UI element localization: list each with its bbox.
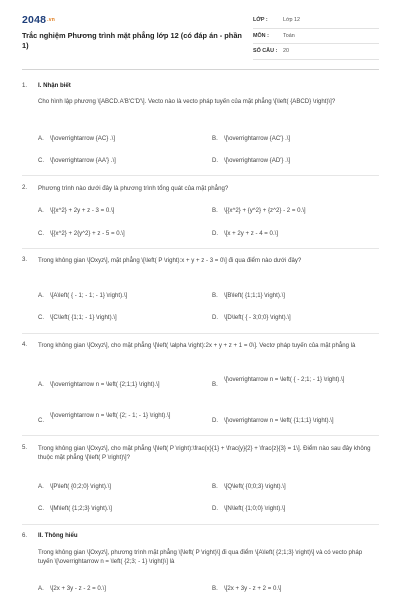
- option-label: C.: [38, 505, 45, 512]
- option-text: \[D\left( { - 3;0;0} \right).\]: [224, 314, 291, 321]
- option-text: \[\overrightarrow n = \left( {2; - 1; - 1} \right).\]: [50, 412, 171, 419]
- question-divider: [22, 435, 379, 436]
- question-number: 5.: [22, 444, 28, 451]
- meta-row-class: [253, 13, 379, 29]
- question-number: 4.: [22, 341, 28, 348]
- option-text: \[C\left( {1;1; - 1} \right).\]: [50, 314, 117, 321]
- option-text: \[N\left( {1;0;0} \right).\]: [224, 505, 286, 512]
- option-text: \[\overrightarrow n = \left( { - 2;1; - 1} \right).\]: [224, 376, 345, 383]
- page-title: Trắc nghiệm Phương trình mặt phẳng lớp 12 (có đáp án - phần 1): [22, 31, 242, 50]
- question-divider: [22, 175, 379, 176]
- option-text: \[{x^2} + {y^2} + {z^2} - 2 = 0.\]: [224, 207, 306, 214]
- option-label: D.: [212, 417, 219, 424]
- question-divider: [22, 248, 379, 249]
- meta-key: MÔN :: [253, 32, 269, 39]
- section-heading: I. Nhận biết: [38, 82, 71, 89]
- option-label: B.: [212, 207, 218, 214]
- option-label: D.: [212, 157, 219, 164]
- option-text: \[A\left( { - 1; - 1; - 1} \right).\]: [50, 292, 128, 299]
- option-label: D.: [212, 314, 219, 321]
- meta-value: Lớp 12: [283, 17, 301, 23]
- option-text: \[{x^2} + 2y + z - 3 = 0.\]: [50, 207, 115, 214]
- option-text: \[\overrightarrow {AC} .\]: [50, 135, 116, 142]
- option-label: A.: [38, 207, 44, 214]
- option-label: C.: [38, 230, 45, 237]
- meta-value: 20: [283, 48, 289, 54]
- option-text: \[x + 2y + z - 4 = 0.\]: [224, 230, 279, 237]
- option-label: A.: [38, 381, 44, 388]
- option-text: \[Q\left( {0;0;3} \right).\]: [224, 483, 286, 490]
- section-heading: II. Thông hiểu: [38, 532, 78, 539]
- option-text: \[\overrightarrow n = \left( {2;1;1} \right).\]: [50, 381, 160, 388]
- question-number: 1.: [22, 82, 28, 89]
- meta-row-subject: [253, 29, 379, 45]
- option-text: \[\overrightarrow {AD'} .\]: [224, 157, 291, 164]
- option-label: C.: [38, 417, 45, 424]
- question-text: Phương trình nào dưới đây là phương trình tổng quát của mặt phẳng?: [38, 185, 229, 192]
- question-number: 2.: [22, 184, 28, 191]
- meta-row-count: [253, 44, 379, 60]
- option-text: \[\overrightarrow {AC'} .\]: [224, 135, 291, 142]
- option-label: B.: [212, 585, 218, 592]
- header-divider: [22, 69, 379, 70]
- option-text: \[M\left( {1;2;3} \right).\]: [50, 505, 112, 512]
- logo-suffix: .vn: [47, 17, 55, 23]
- option-text: \[\overrightarrow n = \left( {1;1;1} \right).\]: [224, 417, 334, 424]
- option-text: \[\overrightarrow {AA'} .\]: [50, 157, 116, 164]
- question-divider: [22, 524, 379, 525]
- meta-value: Toán: [283, 32, 295, 39]
- option-label: A.: [38, 483, 44, 490]
- question-number: 6.: [22, 532, 28, 539]
- option-label: B.: [212, 292, 218, 299]
- option-label: A.: [38, 585, 44, 592]
- option-label: A.: [38, 135, 44, 142]
- option-text: \[2x + 3y - z + 2 = 0.\]: [224, 585, 282, 592]
- question-divider: [22, 333, 379, 334]
- site-logo[interactable]: [22, 14, 55, 26]
- question-text: Cho hình lập phương \[ABCD.A'B'C'D'\]. Vecto nào là vecto pháp tuyến của mặt phẳng \[\left( {ABCD} \right)\]?: [38, 98, 336, 105]
- meta-key: LỚP :: [253, 17, 268, 23]
- logo-text: 2048: [22, 14, 47, 26]
- question-text: Trong không gian \[Oxyz\], mặt phẳng \[\left( P \right):x + y + z - 3 = 0\] đi qua điểm nào dưới đây?: [38, 257, 302, 264]
- question-text: Trong không gian \[Oxyz\], cho mặt phẳng \[\left( P \right):\frac{x}{1} + \frac{y}{2} + \frac{z}{3} = 1\]. Điểm nào sau đây không thuộc mặt phẳng \[\left( P \right)\]?: [38, 445, 371, 462]
- option-text: \[B\left( {1;1;1} \right).\]: [224, 292, 285, 299]
- meta-panel: [253, 13, 379, 60]
- option-label: B.: [212, 381, 218, 388]
- option-label: C.: [38, 314, 45, 321]
- option-label: D.: [212, 505, 219, 512]
- option-label: D.: [212, 230, 219, 237]
- option-text: \[2x + 3y - z - 2 = 0.\]: [50, 585, 106, 592]
- meta-key: SỐ CÂU :: [253, 48, 278, 54]
- option-text: \[P\left( {0;2;0} \right).\]: [50, 483, 111, 490]
- option-label: B.: [212, 135, 218, 142]
- option-text: \[{x^2} + 2{y^2} + z - 5 = 0.\]: [50, 230, 125, 237]
- option-label: A.: [38, 292, 44, 299]
- option-label: C.: [38, 157, 45, 164]
- question-number: 3.: [22, 256, 28, 263]
- question-text: Trong không gian \[Oxyz\], phương trình mặt phẳng \[\left( P \right)\] đi qua điểm \[A\left( {2;1;3} \right)\] và có vecto pháp tuyến \[\overrightarrow n = \left( {2;3; - 1} \right)\] là: [38, 549, 363, 566]
- option-label: B.: [212, 483, 218, 490]
- question-text: Trong không gian \[Oxyz\], cho mặt phẳng \[\left( \alpha \right):2x + y + z + 1 = 0\]. Vectơ pháp tuyến của mặt phẳng là: [38, 342, 356, 349]
